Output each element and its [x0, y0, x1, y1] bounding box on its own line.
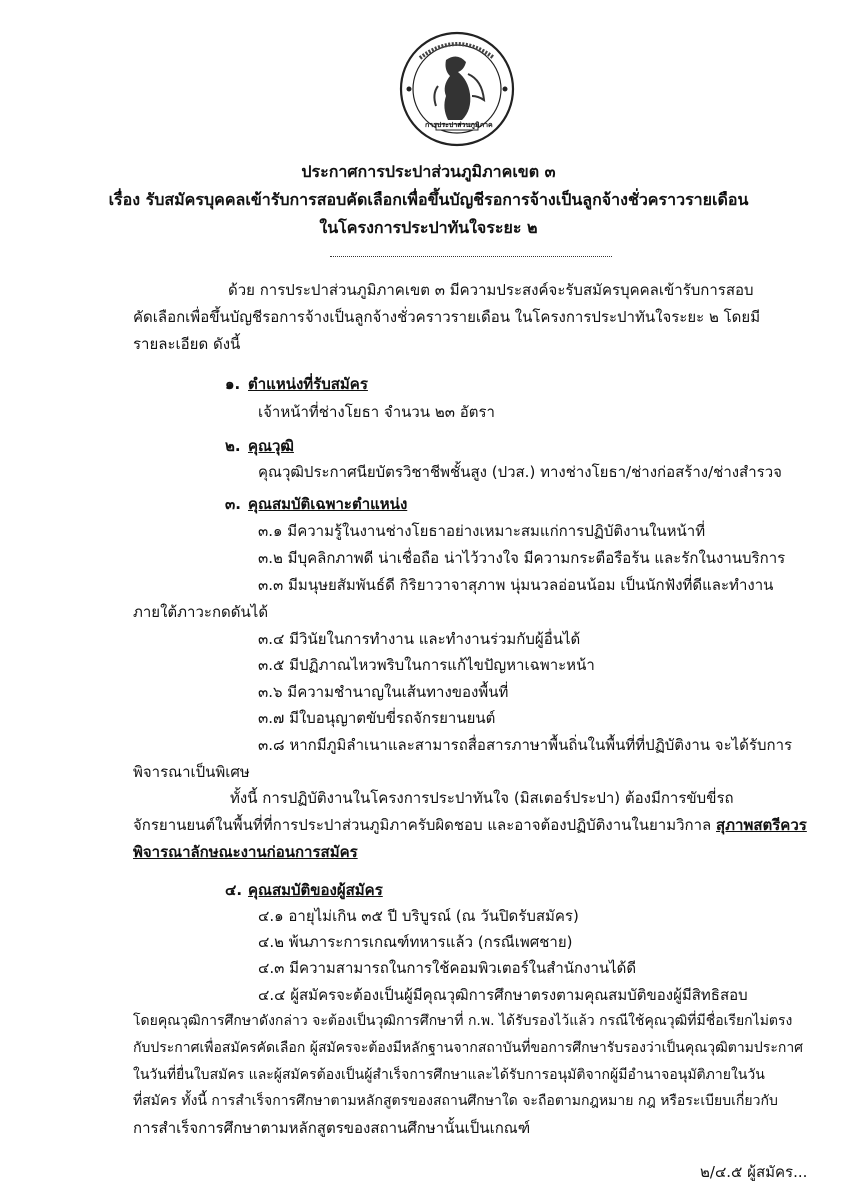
section4-heading: คุณสมบัติของผู้สมัคร — [248, 881, 383, 899]
section3-note-line1: ทั้งนี้ การปฏิบัติงานในโครงการประปาทันใจ (มิสเตอร์ประปา) ต้องมีการขับขี่รถ — [230, 789, 734, 807]
header-divider — [330, 256, 612, 257]
section2-text: คุณวุฒิประกาศนียบัตรวิชาชีพชั้นสูง (ปวส.) ทางช่างโยธา/ช่างก่อสร้าง/ช่างสำรวจ — [258, 463, 782, 481]
section3-note-line3: พิจารณาลักษณะงานก่อนการสมัคร — [133, 843, 358, 861]
list-item: ๓.๖ มีความชำนาญในเส้นทางของพื้นที่ — [258, 683, 509, 701]
list-item: ๓.๓ มีมนุษยสัมพันธ์ดี กิริยาวาจาสุภาพ นุ่มนวลอ่อนน้อม เป็นนักฟังที่ดีและทำงาน — [258, 576, 774, 594]
announcement-title: ประกาศการประปาส่วนภูมิภาคเขต ๓ — [301, 162, 556, 181]
section3-number: ๓. — [225, 495, 241, 513]
list-item: ๔.๑ อายุไม่เกิน ๓๕ ปี บริบูรณ์ (ณ วันปิดรับสมัคร) — [258, 907, 579, 925]
list-item: ๓.๒ มีบุคลิกภาพดี น่าเชื่อถือ น่าไว้วางใจ มีความกระตือรือร้น และรักในงานบริการ — [258, 549, 786, 567]
section4-para-line: กับประกาศเพื่อสมัครคัดเลือก ผู้สมัครจะต้องมีหลักฐานจากสถาบันที่ขอการศึกษารับรองว่าเป็นคุณวุฒิตามประกาศ — [133, 1040, 804, 1056]
section3-heading: คุณสมบัติเฉพาะตำแหน่ง — [248, 495, 408, 513]
section4-number: ๔. — [225, 881, 243, 899]
list-item: ๓.๔ มีวินัยในการทำงาน และทำงานร่วมกับผู้อื่นได้ — [258, 630, 581, 648]
page-continuation-ref: ๒/๔.๕ ผู้สมัคร... — [700, 1163, 808, 1181]
list-item-continuation: พิจารณาเป็นพิเศษ — [133, 763, 250, 781]
section4-para-line: การสำเร็จการศึกษาตามหลักสูตรของสถานศึกษานั้นเป็นเกณฑ์ — [133, 1119, 531, 1137]
list-item: ๔.๒ พ้นภาระการเกณฑ์ทหารแล้ว (กรณีเพศชาย) — [258, 933, 573, 951]
list-item: ๓.๕ มีปฏิภาณไหวพริบในการแก้ไขปัญหาเฉพาะหน้า — [258, 656, 595, 674]
section1-number: ๑. — [225, 375, 241, 393]
section4-para-line: โดยคุณวุฒิการศึกษาดังกล่าว จะต้องเป็นวุฒิการศึกษาที่ ก.พ. ได้รับรองไว้แล้ว กรณีใช้คุณวุฒิที่มีชื่อเรียกไม่ตรง — [133, 1013, 793, 1029]
section2-heading: คุณวุฒิ — [248, 437, 294, 455]
section3-note-line2-text: จักรยานยนต์ในพื้นที่ที่การประปาส่วนภูมิภาครับผิดชอบ และอาจต้องปฏิบัติงานในยามวิกาล — [133, 816, 716, 834]
section1-heading: ตำแหน่งที่รับสมัคร — [248, 375, 368, 393]
list-item: ๓.๘ หากมีภูมิลำเนาและสามารถสื่อสารภาษาพื้นถิ่นในพื้นที่ที่ปฏิบัติงาน จะได้รับการ — [258, 736, 793, 754]
list-item-continuation: ภายใต้ภาวะกดดันได้ — [133, 603, 269, 621]
section4-para-line: ในวันที่ยื่นใบสมัคร และผู้สมัครต้องเป็นผู้สำเร็จการศึกษาและได้รับการอนุมัติจากผู้มีอำนาจอนุมัติภายในวัน — [133, 1067, 765, 1083]
announcement-subject: เรื่อง รับสมัครบุคคลเข้ารับการสอบคัดเลือกเพื่อขึ้นบัญชีรอการจ้างเป็นลูกจ้างชั่วคราวรายเดือน — [108, 190, 749, 209]
list-item: ๓.๑ มีความรู้ในงานช่างโยธาอย่างเหมาะสมแก่การปฏิบัติงานในหน้าที่ — [258, 522, 706, 540]
list-item: ๓.๗ มีใบอนุญาตขับขี่รถจักรยานยนต์ — [258, 709, 496, 727]
section1-text: เจ้าหน้าที่ช่างโยธา จำนวน ๒๓ อัตรา — [258, 403, 495, 421]
section4-para-line: ที่สมัคร ทั้งนี้ การสำเร็จการศึกษาตามหลักสูตรของสถานศึกษาใด จะถือตามกฎหมาย กฎ หรือระเบียบเกี่ยวกับ — [133, 1093, 778, 1109]
intro-line-1: ด้วย การประปาส่วนภูมิภาคเขต ๓ มีความประสงค์จะรับสมัครบุคคลเข้ารับการสอบ — [228, 281, 754, 299]
section2-number: ๒. — [225, 437, 241, 455]
seal-caption: การประปาส่วนภูมิภาค — [425, 121, 493, 129]
list-item: ๔.๓ มีความสามารถในการใช้คอมพิวเตอร์ในสำนักงานได้ดี — [258, 959, 637, 977]
announcement-subject-line2: ในโครงการประปาทันใจระยะ ๒ — [319, 218, 538, 237]
intro-line-2: คัดเลือกเพื่อขึ้นบัญชีรอการจ้างเป็นลูกจ้างชั่วคราวรายเดือน ในโครงการประปาทันใจระยะ ๒ โดยมี — [133, 308, 761, 326]
section4-para-line: ๔.๔ ผู้สมัครจะต้องเป็นผู้มีคุณวุฒิการศึกษาตรงตามคุณสมบัติของผู้มีสิทธิสอบ — [258, 986, 748, 1004]
intro-line-3: รายละเอียด ดังนี้ — [133, 335, 241, 353]
section3-note-line2 — [133, 813, 807, 837]
section3-note-emphasis: สุภาพสตรีควร — [716, 816, 807, 834]
